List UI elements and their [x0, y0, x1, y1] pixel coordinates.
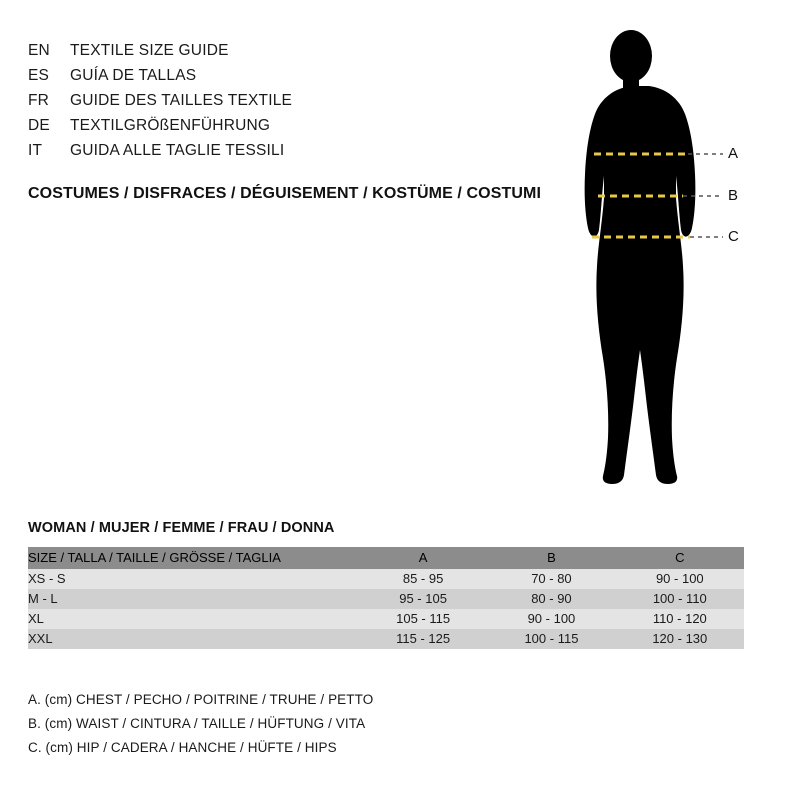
- cell-size: XXL: [28, 629, 359, 649]
- language-row-it: [28, 138, 548, 163]
- language-text-de: TEXTILGRÖßENFÜHRUNG: [70, 117, 271, 134]
- cell-a: 105 - 115: [359, 609, 487, 629]
- column-header-size: SIZE / TALLA / TAILLE / GRÖSSE / TAGLIA: [28, 547, 359, 569]
- language-row-en: [28, 38, 548, 63]
- language-text-es: GUÍA DE TALLAS: [70, 67, 197, 84]
- measure-letter-c: C: [728, 228, 739, 245]
- language-row-es: [28, 63, 548, 88]
- cell-c: 90 - 100: [616, 569, 744, 589]
- cell-c: 110 - 120: [616, 609, 744, 629]
- legend-line-b: B. (cm) WAIST / CINTURA / TAILLE / HÜFTUNG / VITA: [28, 716, 366, 731]
- cell-b: 90 - 100: [487, 609, 615, 629]
- cell-size: M - L: [28, 589, 359, 609]
- costumes-subtitle: COSTUMES / DISFRACES / DÉGUISEMENT / KOSTÜME / COSTUMI: [28, 185, 541, 202]
- column-header-b: B: [487, 547, 615, 569]
- cell-c: 100 - 110: [616, 589, 744, 609]
- size-table-section: [28, 520, 772, 649]
- table-row: [28, 569, 744, 589]
- language-text-fr: GUIDE DES TAILLES TEXTILE: [70, 92, 293, 109]
- female-silhouette-icon: [545, 28, 775, 488]
- language-code-en: EN: [28, 42, 50, 59]
- cell-a: 95 - 105: [359, 589, 487, 609]
- column-header-c: C: [616, 547, 744, 569]
- cell-b: 70 - 80: [487, 569, 615, 589]
- measure-letter-b: B: [728, 187, 739, 204]
- column-header-a: A: [359, 547, 487, 569]
- measure-letter-a: A: [728, 145, 739, 162]
- language-code-es: ES: [28, 67, 50, 84]
- table-row: [28, 609, 744, 629]
- cell-size: XS - S: [28, 569, 359, 589]
- language-code-de: DE: [28, 117, 50, 134]
- body-figure: [545, 28, 775, 488]
- table-body: [28, 569, 744, 649]
- cell-a: 115 - 125: [359, 629, 487, 649]
- language-header: [28, 38, 548, 203]
- table-group-title: WOMAN / MUJER / FEMME / FRAU / DONNA: [28, 520, 335, 536]
- language-text-it: GUIDA ALLE TAGLIE TESSILI: [70, 142, 285, 159]
- table-row: [28, 589, 744, 609]
- cell-size: XL: [28, 609, 359, 629]
- language-code-it: IT: [28, 142, 43, 159]
- cell-b: 80 - 90: [487, 589, 615, 609]
- language-row-de: [28, 113, 548, 138]
- language-text-en: TEXTILE SIZE GUIDE: [70, 42, 229, 59]
- measurement-legend: [28, 688, 628, 760]
- table-header: [28, 547, 744, 569]
- legend-line-c: C. (cm) HIP / CADERA / HANCHE / HÜFTE / HIPS: [28, 740, 337, 755]
- cell-c: 120 - 130: [616, 629, 744, 649]
- size-table: [28, 547, 744, 649]
- language-code-fr: FR: [28, 92, 50, 109]
- legend-line-a: A. (cm) CHEST / PECHO / POITRINE / TRUHE / PETTO: [28, 692, 374, 707]
- language-row-fr: [28, 88, 548, 113]
- table-header-row: [28, 547, 744, 569]
- table-row: [28, 629, 744, 649]
- cell-a: 85 - 95: [359, 569, 487, 589]
- cell-b: 100 - 115: [487, 629, 615, 649]
